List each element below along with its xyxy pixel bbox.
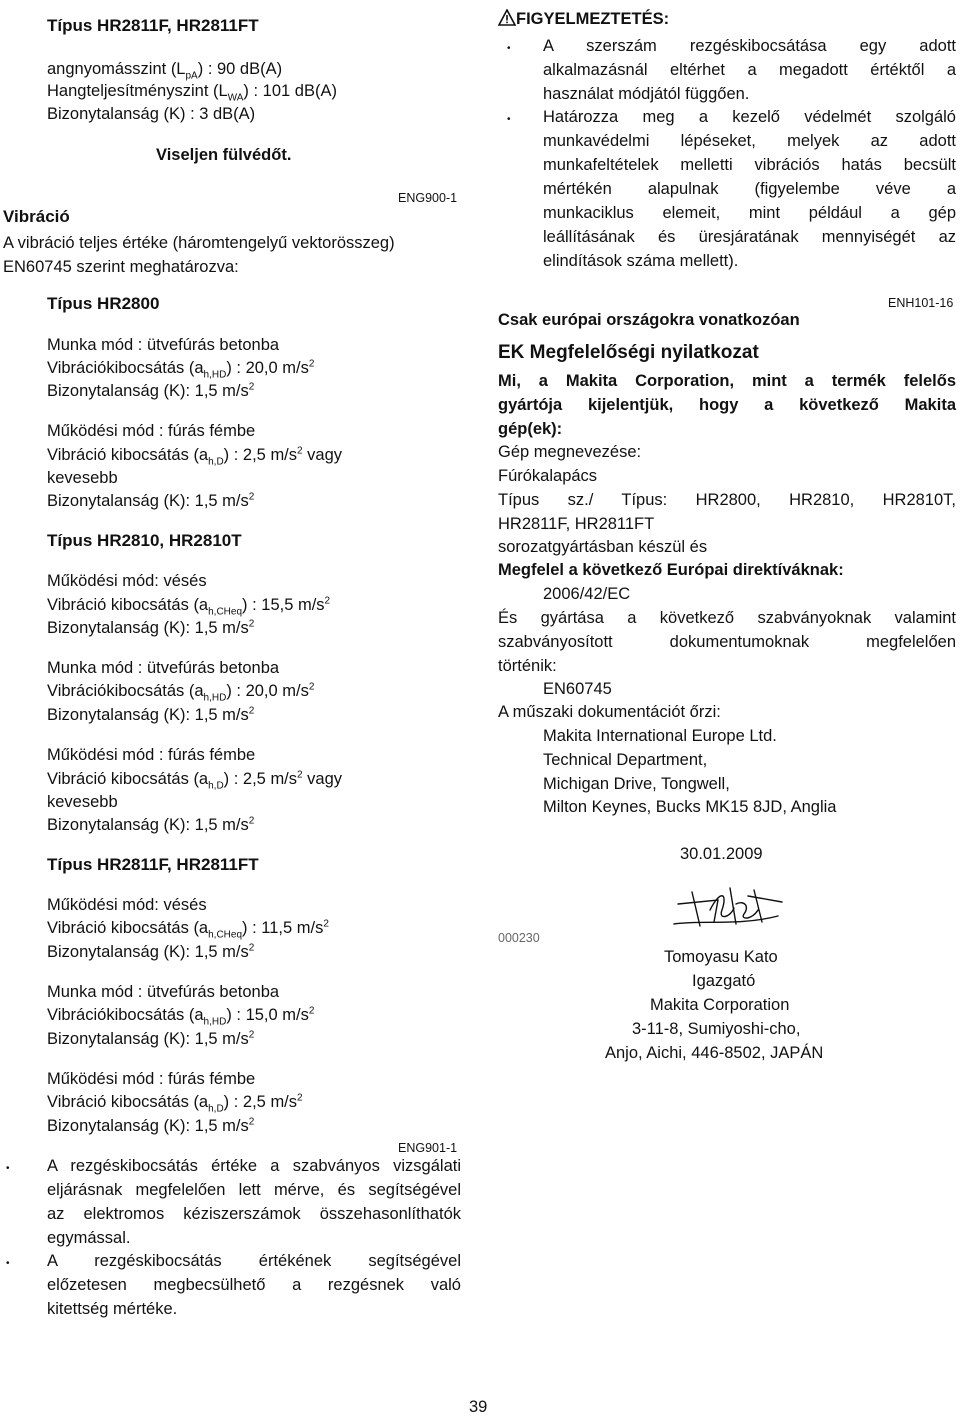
eu-only-label: Csak európai országokra vonatkozóan (498, 311, 800, 329)
warning-item-2: Határozza meg a kezelő védelmét szolgáló munkavédelmi lépéseket, melyek az adott munkafeltételek melletti vibrációs hatás becsült mértékén alapulnak (figyelembe véve a munkaciklus elemeit, mint például a gép leállításának és üresjáratának mennyiségét az elindítások száma mellett). (543, 108, 956, 270)
hr2810-mode-2: Működési mód : fúrás fémbe (47, 746, 256, 764)
signer-address-1: 3-11-8, Sumiyoshi-cho, (632, 1020, 801, 1038)
signature-image (670, 880, 790, 940)
bullet-icon: • (507, 43, 511, 54)
ec-declaration-title: EK Megfelelőségi nyilatkozat (498, 342, 759, 363)
signer-name: Tomoyasu Kato (664, 948, 778, 966)
vibration-note-2: A rezgéskibocsátás értékének segítségével előzetesen megbecsülhető a rezgésnek való kitettség mértéke. (47, 1252, 461, 1318)
bullet-icon: • (6, 1163, 10, 1174)
hr2810-vib-2-cont: kevesebb (47, 793, 118, 811)
warning-heading: FIGYELMEZTETÉS: (498, 9, 669, 29)
vibration-intro-1: A vibráció teljes értéke (háromtengelyű vektorösszeg) (3, 234, 395, 252)
hr2810-mode-0: Működési mód: vésés (47, 572, 207, 590)
type-hr2810-heading: Típus HR2810, HR2810T (47, 531, 242, 550)
hr2810-k-0: Bizonytalanság (K): 1,5 $m/s^2$ (47, 618, 255, 637)
address-line-2: Technical Department, (543, 751, 708, 769)
noise-type-heading: Típus HR2811F, HR2811FT (47, 16, 259, 35)
hr2811-mode-1: Munka mód : ütvefúrás betonba (47, 983, 280, 1001)
bullet-icon: • (507, 114, 511, 125)
tech-doc-label: A műszaki dokumentációt őrzi: (498, 703, 721, 721)
hr2810-mode-1: Munka mód : ütvefúrás betonba (47, 659, 280, 677)
hr2800-k-2: Bizonytalanság (K): 1,5 $m/s^2$ (47, 491, 255, 510)
standards-statement: És gyártása a következő szabványoknak valamint szabványosított dokumentumoknak megfelelően történik: (498, 609, 956, 675)
machine-name-label: Gép megnevezése: (498, 443, 642, 461)
sound-power-level: Hangteljesítményszint $(L_{WA})$ : 101 dB(A) (47, 82, 337, 104)
hr2811-vib-2: Vibráció kibocsátás $(a_{h,D})$ : 2,5 $m/s^2$ (47, 1092, 303, 1115)
directive-number: 2006/42/EC (543, 585, 631, 603)
vibration-note-1: A rezgéskibocsátás értéke a szabványos vizsgálati eljárásnak megfelelően lett mérve, és segítségével az elektromos kéziszerszámok összehasonlíthatók egymással. (47, 1157, 461, 1247)
code-enh101: ENH101-16 (888, 296, 954, 310)
hr2811-mode-2: Működési mód : fúrás fémbe (47, 1070, 256, 1088)
model-list: Típus sz./ Típus: HR2800, HR2810, HR2810T, HR2811F, HR2811FT (498, 491, 956, 533)
hr2811-vib-1: Vibrációkibocsátás $(a_{h,HD})$ : 15,0 $m/s^2$ (47, 1005, 315, 1028)
hr2810-vib-1: Vibrációkibocsátás $(a_{h,HD})$ : 20,0 $m/s^2$ (47, 681, 315, 704)
hr2810-vib-0: Vibráció kibocsátás $(a_{h,CHeq})$ : 15,5 $m/s^2$ (47, 595, 331, 618)
declaration-statement: Mi, a Makita Corporation, mint a termék felelős gyártója kijelentjük, hogy a következő Makita gép(ek): (498, 372, 956, 438)
series-production: sorozatgyártásban készül és (498, 538, 708, 556)
signer-title: Igazgató (692, 972, 756, 990)
page-number: 39 (469, 1398, 488, 1416)
bullet-icon: • (6, 1258, 10, 1269)
address-line-4: Milton Keynes, Bucks MK15 8JD, Anglia (543, 798, 837, 816)
hr2810-k-1: Bizonytalanság (K): 1,5 $m/s^2$ (47, 705, 255, 724)
standard-number: EN60745 (543, 680, 612, 698)
signer-address-2: Anjo, Aichi, 446-8502, JAPÁN (605, 1044, 824, 1062)
signer-company: Makita Corporation (650, 996, 790, 1014)
hr2800-mode-1: Munka mód : ütvefúrás betonba (47, 336, 280, 354)
warning-icon (498, 9, 516, 26)
code-eng901: ENG901-1 (398, 1141, 458, 1155)
directives-heading: Megfelel a következő Európai direktíváknak: (498, 561, 844, 579)
hr2810-vib-2: Vibráció kibocsátás $(a_{h,D})$ : 2,5 $m/s^2$ vagy (47, 769, 343, 792)
hr2811-k-0: Bizonytalanság (K): 1,5 $m/s^2$ (47, 942, 255, 961)
noise-uncertainty: Bizonytalanság (K) : 3 dB(A) (47, 105, 256, 123)
hr2800-vib-2-cont: kevesebb (47, 469, 118, 487)
warning-item-1: A szerszám rezgéskibocsátása egy adott alkalmazásnál eltérhet a megadott értéktől a használat módjától függően. (543, 37, 956, 103)
type-hr2800-heading: Típus HR2800 (47, 294, 160, 313)
declaration-date: 30.01.2009 (680, 845, 763, 863)
hr2811-k-2: Bizonytalanság (K): 1,5 $m/s^2$ (47, 1116, 255, 1135)
address-line-3: Michigan Drive, Tongwell, (543, 775, 730, 793)
sound-pressure-level: angnyomásszint $(L_{pA})$ : 90 dB(A) (47, 60, 283, 82)
machine-name: Fúrókalapács (498, 467, 598, 485)
doc-code: 000230 (498, 931, 540, 945)
hr2811-mode-0: Működési mód: vésés (47, 896, 207, 914)
code-eng900: ENG900-1 (398, 191, 458, 205)
hr2800-k-1: Bizonytalanság (K): 1,5 $m/s^2$ (47, 381, 255, 400)
hr2800-vib-1: Vibrációkibocsátás $(a_{h,HD})$ : 20,0 $m/s^2$ (47, 358, 315, 381)
type-hr2811-heading: Típus HR2811F, HR2811FT (47, 855, 259, 874)
hr2800-vib-2: Vibráció kibocsátás $(a_{h,D})$ : 2,5 $m/s^2$ vagy (47, 445, 343, 468)
vibration-title: Vibráció (3, 207, 70, 226)
ear-protection-note: Viseljen fülvédőt. (156, 146, 292, 164)
vibration-intro-2: EN60745 szerint meghatározva: (3, 258, 239, 276)
hr2811-vib-0: Vibráció kibocsátás $(a_{h,CHeq})$ : 11,5 $m/s^2$ (47, 918, 329, 941)
hr2810-k-2: Bizonytalanság (K): 1,5 $m/s^2$ (47, 815, 255, 834)
hr2811-k-1: Bizonytalanság (K): 1,5 $m/s^2$ (47, 1029, 255, 1048)
address-line-1: Makita International Europe Ltd. (543, 727, 777, 745)
hr2800-mode-2: Működési mód : fúrás fémbe (47, 422, 256, 440)
